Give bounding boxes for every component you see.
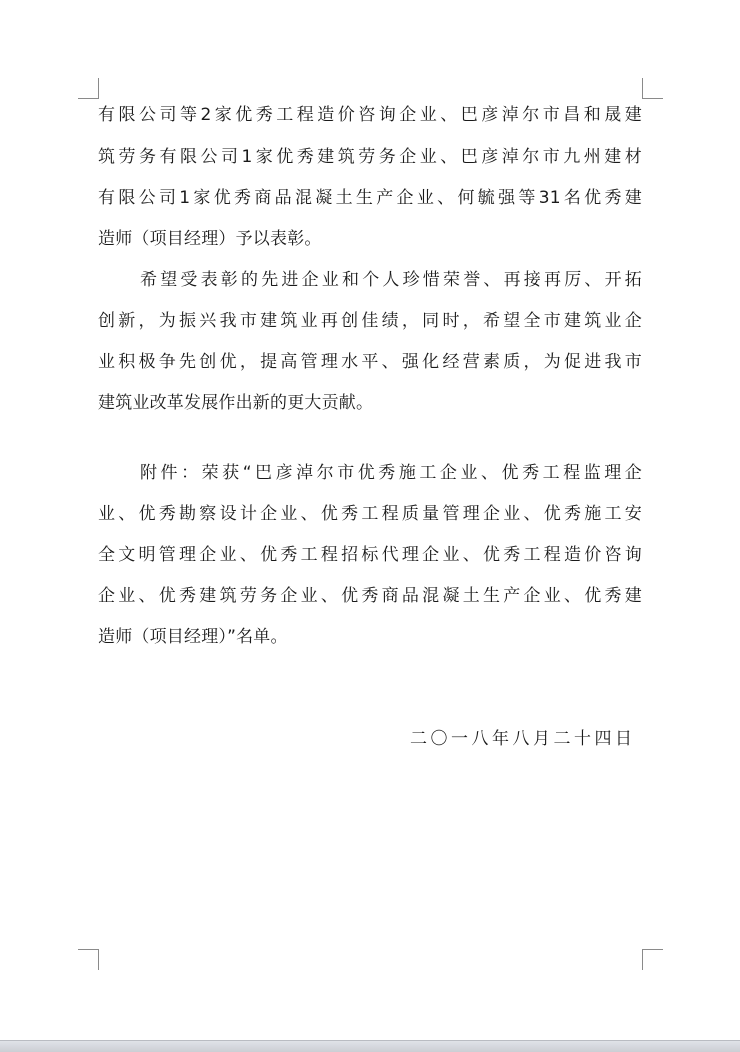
paragraph1-line: 筑劳务有限公司1家优秀建筑劳务企业、巴彦淖尔市九州建材 (98, 147, 642, 167)
paragraph1-line: 造师（项目经理）予以表彰。 (98, 229, 322, 249)
paragraph2-line: 希望受表彰的先进企业和个人珍惜荣誉、再接再厉、开拓 (140, 270, 642, 290)
attachment-line: 企业、优秀建筑劳务企业、优秀商品混凝土生产企业、优秀建 (98, 586, 642, 606)
margin-corner-bottom-left (78, 949, 99, 970)
margin-corner-top-left (78, 78, 99, 99)
window-bottom-edge (0, 1040, 740, 1052)
attachment-line: 业、优秀勘察设计企业、优秀工程质量管理企业、优秀施工安 (98, 504, 642, 524)
attachment-line: 造师（项目经理）”名单。 (98, 627, 288, 647)
paragraph1-line: 有限公司等2家优秀工程造价咨询企业、巴彦淖尔市昌和晟建 (98, 105, 642, 125)
paragraph2-line: 业积极争先创优，提高管理水平、强化经营素质，为促进我市 (98, 352, 642, 372)
document-date: 二〇一八年八月二十四日 (410, 729, 632, 749)
paragraph2-line: 建筑业改革发展作出新的更大贡献。 (98, 393, 374, 413)
margin-corner-top-right (642, 78, 663, 99)
paragraph1-line: 有限公司1家优秀商品混凝土生产企业、何毓强等31名优秀建 (98, 188, 642, 208)
attachment-line: 全文明管理企业、优秀工程招标代理企业、优秀工程造价咨询 (98, 545, 642, 565)
attachment-line: 附件：荣获“巴彦淖尔市优秀施工企业、优秀工程监理企 (140, 463, 642, 483)
paragraph2-line: 创新，为振兴我市建筑业再创佳绩，同时，希望全市建筑业企 (98, 311, 642, 331)
margin-corner-bottom-right (642, 949, 663, 970)
